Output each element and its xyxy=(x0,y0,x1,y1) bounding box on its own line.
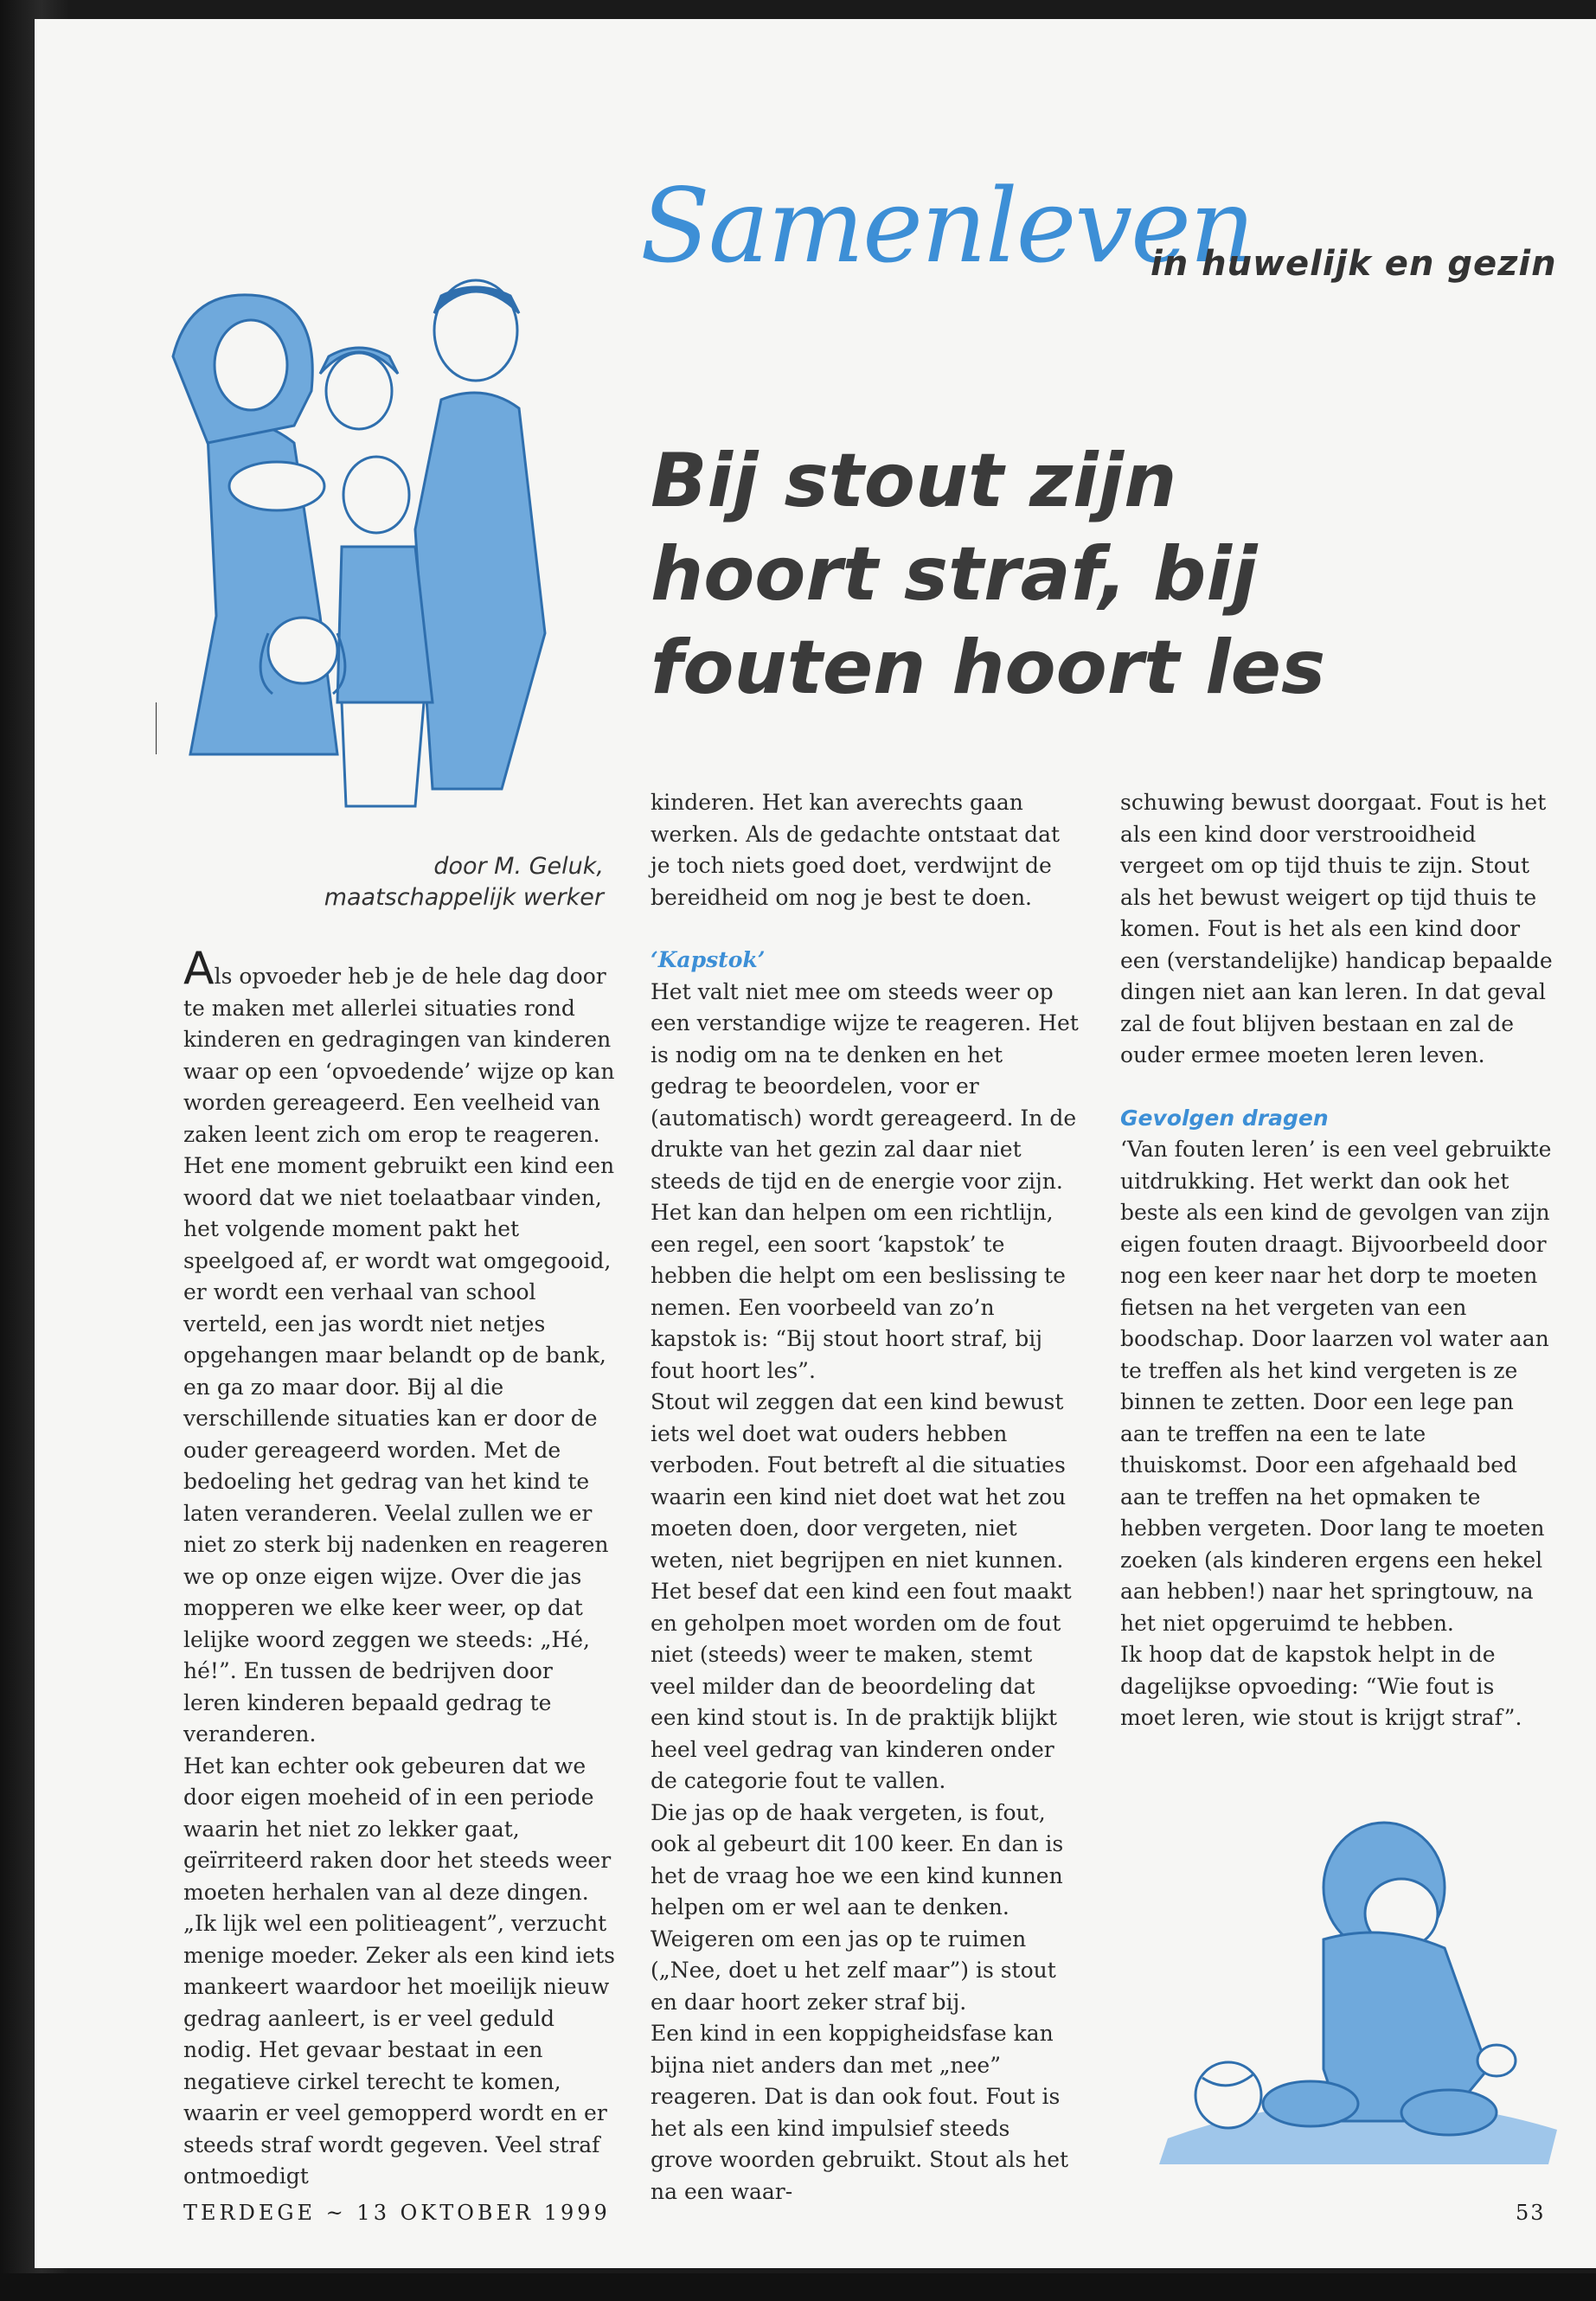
toddler-illustration xyxy=(1151,1810,1566,2173)
drop-cap: A xyxy=(183,943,215,995)
magazine-page xyxy=(35,19,1596,2268)
column-2 xyxy=(651,787,1079,2208)
subheading-kapstok: ‘Kapstok’ xyxy=(651,947,766,972)
article-title xyxy=(651,434,1550,715)
masthead-script: Samenleven xyxy=(640,166,1253,285)
byline-role: maatschappelijk werker xyxy=(324,884,604,911)
paragraph: Het besef dat een kind een fout maakt en geholpen moet worden om de fout niet (steeds) weer te maken, stemt veel milder dan de beoordeling dat een kind stout is. In de praktijk blijkt heel veel gedrag van kinderen onder de categorie fout te vallen. xyxy=(651,1579,1072,1793)
paragraph: schuwing bewust doorgaat. Fout is het als een kind door verstrooidheid vergeet om op tijd thuis te zijn. Stout als het bewust weigert op tijd thuis te komen. Fout is het als een kind door een (verstandelijke) handicap bepaalde dingen niet aan kan leren. In dat geval zal de fout blijven bestaan en zal de ouder ermee moeten leren leven. xyxy=(1120,790,1553,1067)
family-illustration xyxy=(156,270,640,824)
title-line: hoort straf, bij xyxy=(651,531,1258,618)
masthead xyxy=(640,166,1557,304)
paragraph: ‘Van fouten leren’ is een veel gebruikte uitdrukking. Het werkt dan ook het beste als een kind de gevolgen van zijn eigen fouten draagt. Bijvoorbeeld door nog een keer naar het dorp te moeten fietsen na het vergeten van een boodschap. Door laarzen vol water aan te treffen als het kind vergeten is ze binnen te zetten. Door een lege pan aan te treffen na een te late thuiskomst. Door een afgehaald bed aan te treffen na het opmaken te hebben vergeten. Door lang te moeten zoeken (als kinderen ergens een hekel aan hebben!) naar het springtouw, na het niet opgeruimd te hebben. xyxy=(1120,1137,1552,1636)
paragraph: Het kan echter ook gebeuren dat we door eigen moeheid of in een periode waarin het niet zo lekker gaat, geïrriteerd raken door het steeds weer moeten herhalen van al deze dingen. „Ik lijk wel een politieagent”, verzucht menige moeder. Zeker als een kind iets mankeert waardoor het moeilijk nieuw gedrag aanleert, is er veel geduld nodig. Het gevaar bestaat in een negatieve cirkel terecht te komen, waarin er veel gemopperd wordt en er steeds straf wordt gegeven. Veel straf ontmoedigt xyxy=(183,1753,615,2189)
title-line: fouten hoort les xyxy=(651,625,1326,711)
paragraph: Die jas op de haak vergeten, is fout, ook al gebeurt dit 100 keer. En dan is het de vraag hoe we een kind kunnen helpen om er wel aan te denken. Weigeren om een jas op te ruimen („Nee, doet u het zelf maar”) is stout en daar hoort zeker straf bij. xyxy=(651,1799,1064,2015)
byline xyxy=(310,851,604,913)
paragraph: Ik hoop dat de kapstok helpt in de dagelijkse opvoeding: “Wie fout is moet leren, wie stout is krijgt straf”. xyxy=(1120,1642,1522,1730)
byline-author: door M. Geluk, xyxy=(433,853,604,880)
subheading-gevolgen: Gevolgen dragen xyxy=(1120,1105,1329,1131)
page-number: 53 xyxy=(1516,2201,1546,2225)
paragraph: Het valt niet mee om steeds weer op een verstandige wijze te reageren. Het is nodig om na te denken en het gedrag te beoordelen, voor er (automatisch) wordt gereageerd. In de drukte van het gezin zal daar niet steeds de tijd en de energie voor zijn. Het kan dan helpen om een richtlijn, een regel, een soort ‘kapstok’ te hebben die helpt om een beslissing te nemen. Een voorbeeld van zo’n kapstok is: “Bij stout hoort straf, bij fout hoort les”. xyxy=(651,978,1079,1383)
paragraph xyxy=(183,943,616,1751)
paragraph: kinderen. Het kan averechts gaan werken. Als de gedachte ontstaat dat je toch niets goed doet, verdwijnt de bereidheid om nog je best te doen. xyxy=(651,790,1061,910)
paragraph: Een kind in een koppigheidsfase kan bijna niet anders dan met „nee” reageren. Dat is dan ook fout. Fout is het als een kind impulsief steeds grove woorden gebruikt. Stout als het na een waar- xyxy=(651,2021,1069,2204)
paragraph: Stout wil zeggen dat een kind bewust iets wel doet wat ouders hebben verboden. Fout betreft al die situaties waarin een kind niet doet wat het zou moeten doen, door vergeten, niet weten, niet begrijpen en niet kunnen. xyxy=(651,1389,1067,1573)
footer-publication: TERDEGE ~ 13 OKTOBER 1999 xyxy=(183,2201,611,2225)
bottom-edge xyxy=(0,2273,1596,2301)
column-1 xyxy=(183,943,616,2193)
masthead-subtitle: in huwelijk en gezin xyxy=(1151,244,1557,284)
paragraph-text: ls opvoeder heb je de hele dag door te maken met allerlei situaties rond kinderen en gedragingen van kinderen waar op een ‘opvoedende’ wijze op kan worden gereageerd. Een veelheid van zaken leent zich om erop te reageren. Het ene moment gebruikt een kind een woord dat we niet toelaatbaar vinden, het volgende moment pakt het speelgoed af, er wordt wat omgegooid, er wordt een verhaal van school verteld, een jas wordt niet netjes opgehangen maar belandt op de bank, en ga zo maar door. Bij al die verschillende situaties kan er door de ouder gereageerd worden. Met de bedoeling het gedrag van het kind te laten veranderen. Veelal zullen we er niet zo sterk bij nadenken en reageren we op onze eigen wijze. Over die jas mopperen we elke keer weer, op dat lelijke woord zeggen we steeds: „Hé, hé!”. En tussen de bedrijven door leren kinderen bepaald gedrag te veranderen. xyxy=(183,964,615,1747)
column-3 xyxy=(1120,787,1553,1734)
title-line: Bij stout zijn xyxy=(651,438,1177,524)
